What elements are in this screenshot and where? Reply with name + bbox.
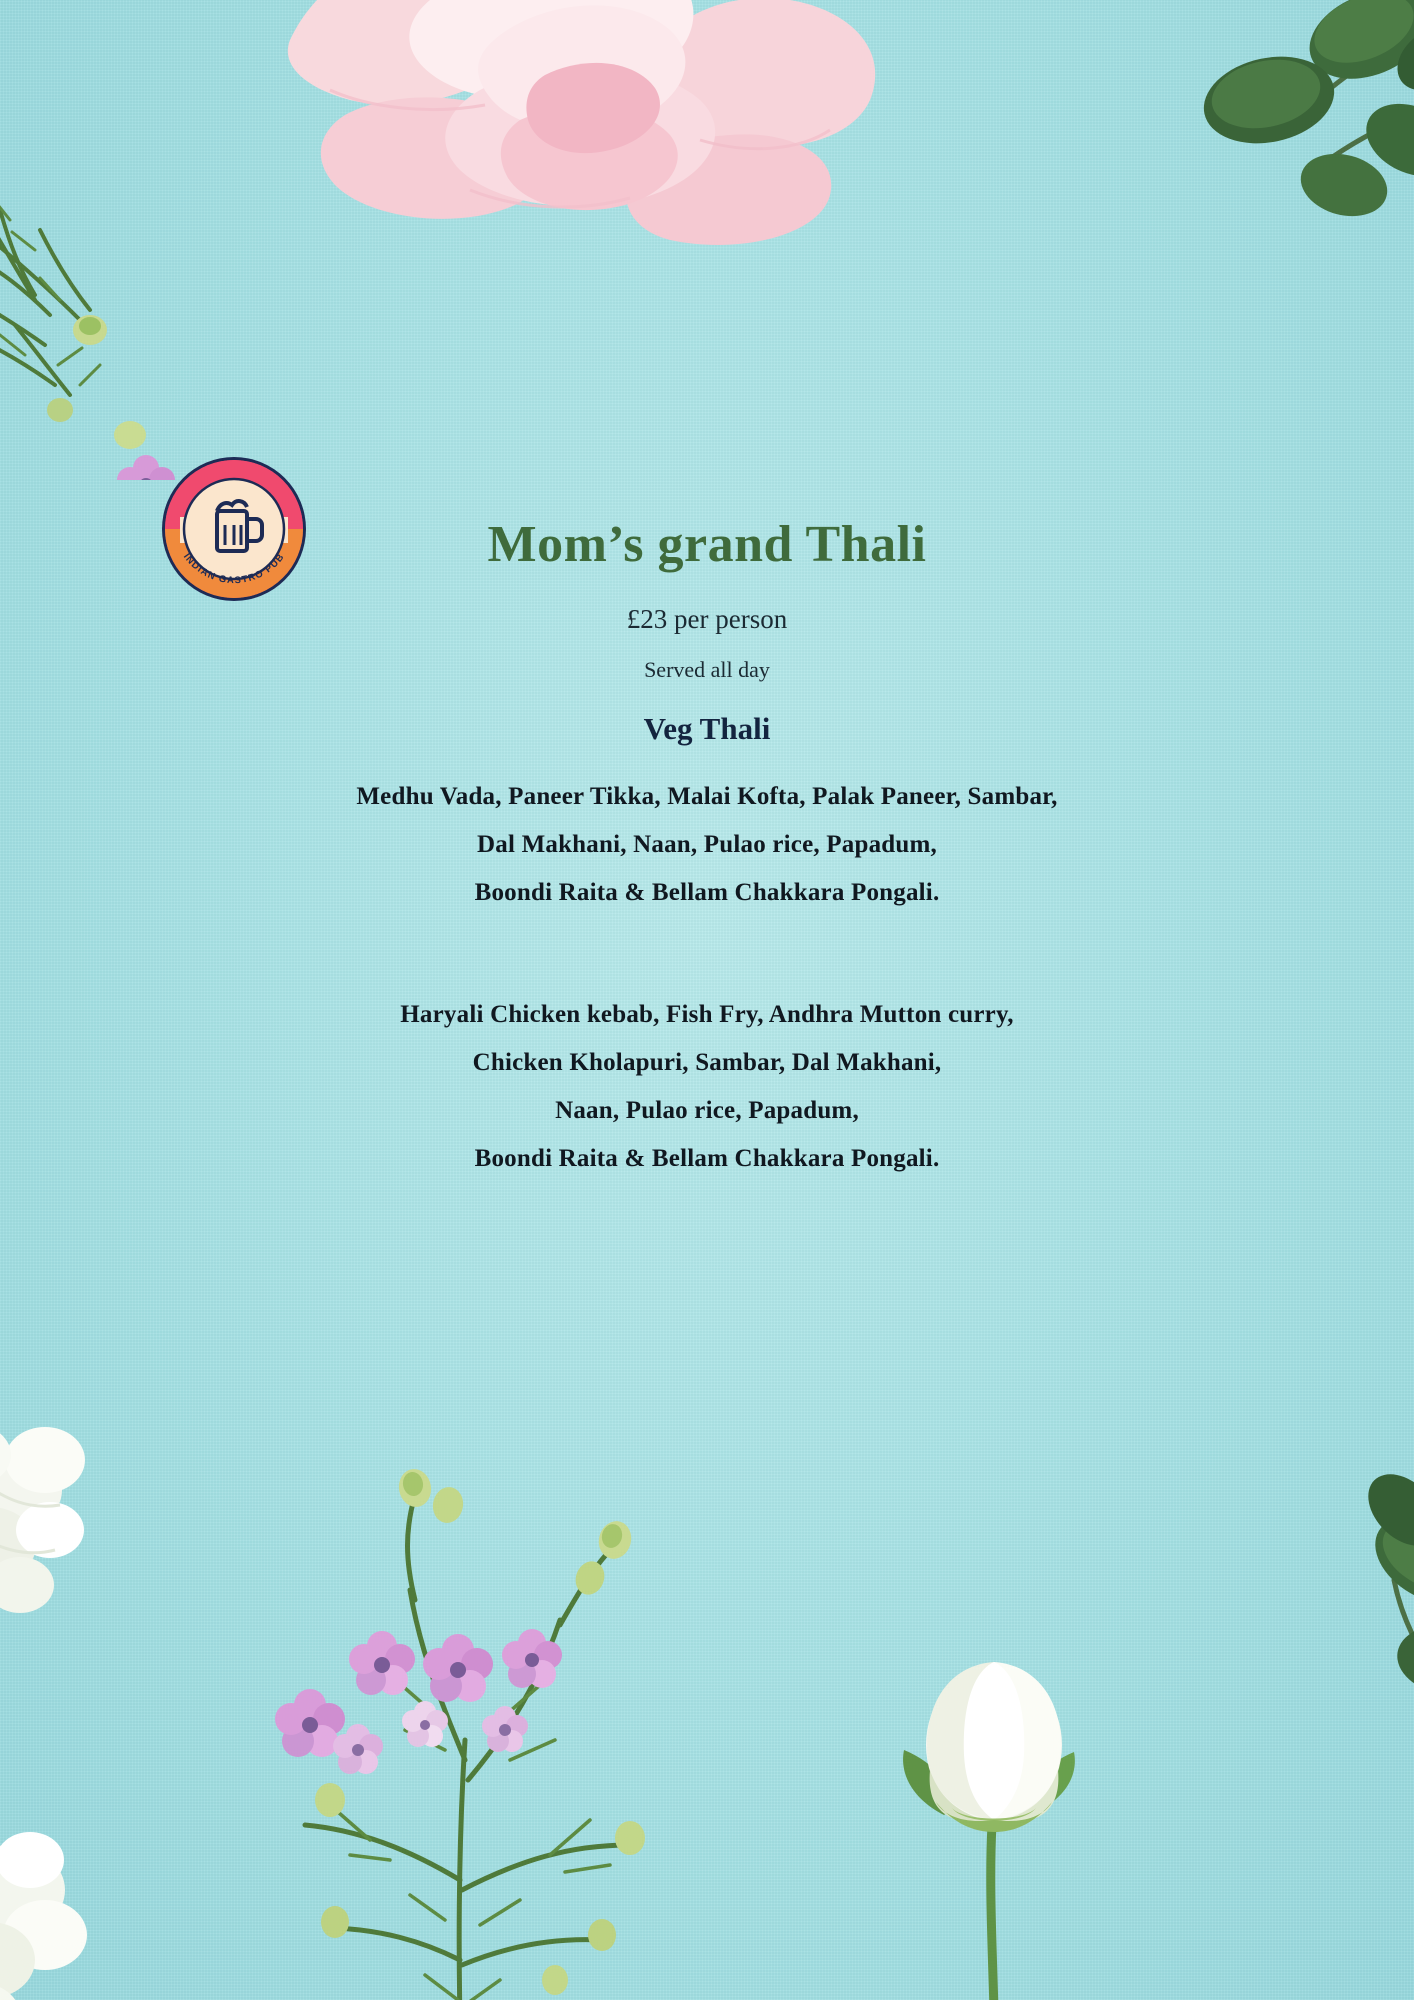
section-heading-veg-thali: Veg Thali [643, 711, 771, 746]
white-blossom-bottom-left-icon [0, 1770, 160, 2000]
availability-text: Served all day [644, 657, 770, 682]
menu-line: Boondi Raita & Bellam Chakkara Pongali. [474, 879, 940, 906]
non-veg-thali-items [0, 917, 1414, 1183]
menu-line: Naan, Pulao rice, Papadum, [555, 1097, 859, 1124]
white-rosebud-icon [844, 1610, 1144, 2000]
wax-flower-bouquet-bottom-icon [210, 1460, 730, 2000]
menu-line: Dal Makhani, Naan, Pulao rice, Papadum, [477, 831, 937, 858]
veg-thali-items [0, 747, 1414, 917]
menu-line: Chicken Kholapuri, Sambar, Dal Makhani, [472, 1049, 942, 1076]
page-title: Mom’s grand Thali [487, 516, 927, 573]
menu-line: Haryali Chicken kebab, Fish Fry, Andhra Mutton curry, [400, 1001, 1014, 1028]
menu-line: Medhu Vada, Paneer Tikka, Malai Kofta, Palak Paneer, Sambar, [356, 783, 1058, 810]
menu-line: Boondi Raita & Bellam Chakkara Pongali. [474, 1145, 940, 1172]
price-text: £23 per person [626, 604, 788, 634]
logo-bottom-text: INDIAN GASTRO PUB [180, 551, 288, 587]
white-blossom-left-icon [0, 1370, 170, 1670]
eucalyptus-sprig-bottom-right-icon [1254, 1470, 1414, 1750]
